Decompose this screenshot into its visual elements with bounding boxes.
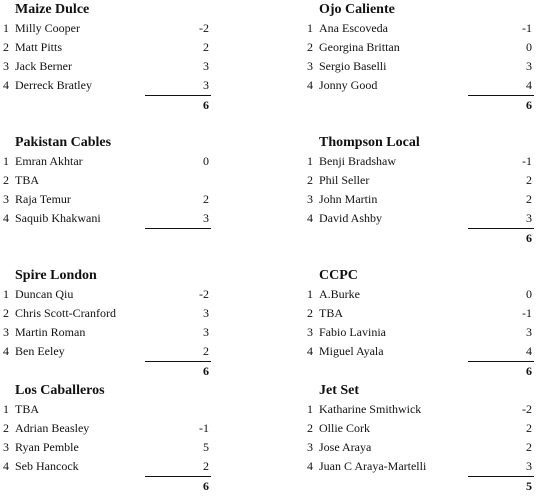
player-position: 4 [3,78,9,92]
team-total: 6 [526,231,532,245]
team-total: 5 [526,479,532,493]
player-row [304,419,534,438]
team-block [304,266,534,380]
player-position: 1 [307,287,313,301]
player-row [0,76,211,95]
team-block [304,133,534,247]
player-row [0,209,211,228]
team-name: CCPC [319,268,358,283]
player-name: Ollie Cork [319,421,370,435]
player-row [0,190,211,209]
player-name: Derreck Bratley [15,78,92,92]
team-total: 6 [203,479,209,493]
team-total-row [0,361,211,380]
player-handicap: 3 [203,211,209,225]
player-handicap: 2 [526,173,532,187]
player-position: 2 [307,173,313,187]
player-position: 4 [307,211,313,225]
player-handicap: 0 [526,40,532,54]
player-handicap: 3 [526,59,532,73]
player-handicap: 2 [203,40,209,54]
player-row [0,304,211,323]
player-name: TBA [15,173,39,187]
player-row [0,400,211,419]
player-row [304,400,534,419]
player-handicap: 0 [526,287,532,301]
player-handicap: 2 [203,344,209,358]
team-total: 6 [526,98,532,112]
team-name: Pakistan Cables [15,135,112,150]
player-position: 2 [307,306,313,320]
player-row [304,342,534,361]
player-row [0,323,211,342]
player-position: 1 [3,287,9,301]
player-handicap: -1 [522,306,532,320]
team-name: Ojo Caliente [319,2,395,17]
player-row [0,57,211,76]
player-position: 3 [3,192,9,206]
player-row [304,38,534,57]
player-handicap: 4 [526,78,532,92]
player-name: Miguel Ayala [319,344,384,358]
player-name: Jose Araya [319,440,372,454]
total-underline [145,476,211,477]
team-name: Thompson Local [319,135,420,150]
player-name: Juan C Araya-Martelli [319,459,427,473]
player-position: 1 [307,402,313,416]
player-name: Jonny Good [319,78,378,92]
player-row [0,438,211,457]
player-position: 2 [3,40,9,54]
player-row [304,190,534,209]
player-row [304,323,534,342]
player-name: Chris Scott-Cranford [15,306,116,320]
player-handicap: -2 [199,287,209,301]
player-handicap: 3 [203,325,209,339]
player-row [0,457,211,476]
team-block [304,381,534,495]
player-position: 3 [3,440,9,454]
total-underline [468,95,534,96]
player-position: 4 [3,211,9,225]
total-underline [145,228,211,229]
player-handicap: -1 [522,154,532,168]
player-position: 3 [307,59,313,73]
team-total-row [304,361,534,380]
player-handicap: 3 [526,211,532,225]
player-handicap: 3 [203,78,209,92]
team-name: Los Caballeros [15,383,105,398]
player-row [0,38,211,57]
player-handicap: 3 [526,459,532,473]
player-position: 4 [307,78,313,92]
team-block [0,0,211,114]
player-name: Sergio Baselli [319,59,387,73]
player-name: Ben Eeley [15,344,65,358]
player-handicap: 2 [203,192,209,206]
player-name: Emran Akhtar [15,154,83,168]
player-name: Adrian Beasley [15,421,90,435]
total-underline [145,95,211,96]
player-row [0,152,211,171]
player-row [304,209,534,228]
team-total-row [304,228,534,247]
player-position: 1 [3,154,9,168]
team-total-row [304,95,534,114]
player-position: 1 [307,154,313,168]
team-total-row [0,95,211,114]
player-position: 4 [3,344,9,358]
player-row [0,419,211,438]
player-name: Georgina Brittan [319,40,400,54]
player-name: Fabio Lavinia [319,325,386,339]
player-row [304,19,534,38]
player-position: 2 [3,421,9,435]
player-position: 2 [307,421,313,435]
player-name: Saquib Khakwani [15,211,101,225]
player-name: Ryan Pemble [15,440,79,454]
player-position: 1 [307,21,313,35]
player-name: Matt Pitts [15,40,63,54]
team-block [0,266,211,380]
team-total-row [0,476,211,495]
player-name: Katharine Smithwick [319,402,422,416]
player-position: 1 [3,402,9,416]
player-name: Ana Escoveda [319,21,388,35]
total-underline [145,361,211,362]
player-row [304,152,534,171]
player-row [304,285,534,304]
team-name: Maize Dulce [15,2,90,17]
player-handicap: 2 [203,459,209,473]
player-handicap: 4 [526,344,532,358]
player-handicap: -1 [522,21,532,35]
player-name: Benji Bradshaw [319,154,396,168]
player-handicap: 0 [203,154,209,168]
player-row [304,457,534,476]
player-row [0,342,211,361]
player-row [0,285,211,304]
player-name: Duncan Qiu [15,287,74,301]
team-total: 6 [526,364,532,378]
player-name: TBA [319,306,343,320]
team-block [0,381,211,495]
player-position: 4 [307,344,313,358]
player-row [304,76,534,95]
player-handicap: -2 [522,402,532,416]
player-row [304,171,534,190]
player-name: Jack Berner [15,59,72,73]
player-name: Phil Seller [319,173,370,187]
player-row [0,19,211,38]
player-handicap: 2 [526,192,532,206]
player-position: 3 [307,440,313,454]
team-total-row [304,476,534,495]
team-total: 6 [203,98,209,112]
player-position: 2 [307,40,313,54]
player-row [0,171,211,190]
player-name: A.Burke [319,287,360,301]
player-position: 3 [307,192,313,206]
player-handicap: 3 [526,325,532,339]
player-name: Seb Hancock [15,459,79,473]
player-handicap: 2 [526,440,532,454]
team-block [304,0,534,114]
player-position: 4 [307,459,313,473]
player-handicap: 5 [203,440,209,454]
total-underline [468,228,534,229]
player-name: Raja Temur [15,192,71,206]
player-row [304,57,534,76]
player-handicap: 3 [203,59,209,73]
player-handicap: 2 [526,421,532,435]
player-row [304,304,534,323]
team-name: Jet Set [319,383,360,398]
team-total: 6 [203,364,209,378]
player-name: John Martin [319,192,378,206]
player-position: 1 [3,21,9,35]
player-handicap: -2 [199,21,209,35]
team-block [0,133,211,247]
team-name: Spire London [15,268,97,283]
player-position: 2 [3,173,9,187]
player-handicap: -1 [199,421,209,435]
player-position: 4 [3,459,9,473]
player-position: 2 [3,306,9,320]
player-name: Milly Cooper [15,21,80,35]
team-total-row [0,228,211,247]
total-underline [468,476,534,477]
player-position: 3 [3,59,9,73]
player-name: TBA [15,402,39,416]
player-row [304,438,534,457]
player-position: 3 [307,325,313,339]
total-underline [468,361,534,362]
player-name: Martin Roman [15,325,86,339]
player-name: David Ashby [319,211,382,225]
player-handicap: 3 [203,306,209,320]
player-position: 3 [3,325,9,339]
